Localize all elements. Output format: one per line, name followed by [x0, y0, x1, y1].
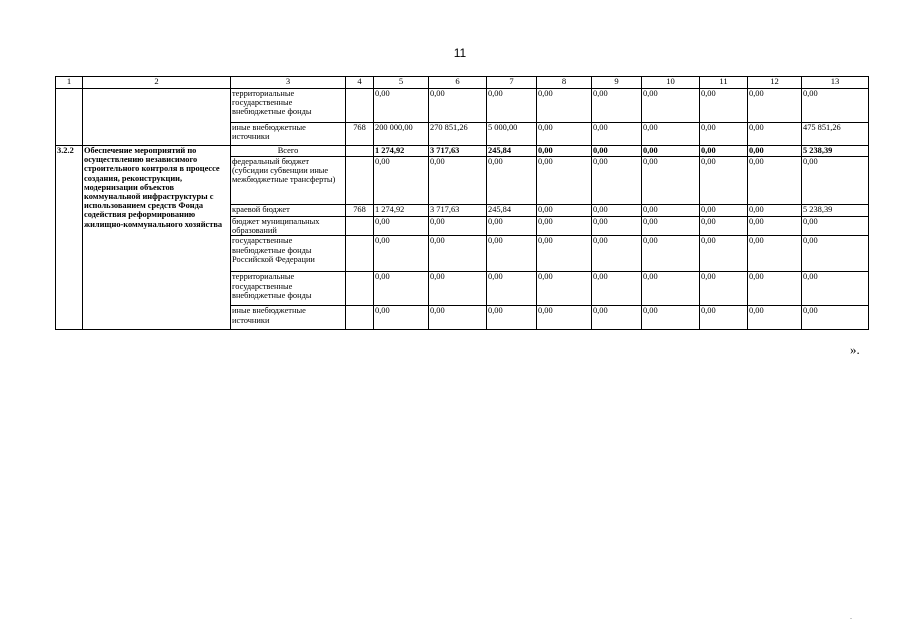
value-cell: 0,00: [700, 146, 748, 157]
value-cell: 0,00: [642, 272, 700, 306]
budget-code: [346, 89, 374, 123]
section-title: [83, 89, 231, 146]
value-cell: 0,00: [487, 157, 537, 205]
header-row: [56, 77, 869, 89]
value-cell: 0,00: [802, 89, 869, 123]
budget-code: [346, 236, 374, 272]
header-cell: 2: [83, 77, 231, 89]
value-cell: 3 717,63: [429, 146, 487, 157]
value-cell: 0,00: [748, 89, 802, 123]
value-cell: 0,00: [537, 236, 592, 272]
value-cell: 1 274,92: [374, 205, 429, 217]
value-cell: 0,00: [487, 272, 537, 306]
budget-code: 768: [346, 205, 374, 217]
value-cell: 0,00: [429, 236, 487, 272]
value-cell: 0,00: [429, 89, 487, 123]
header-cell: 9: [592, 77, 642, 89]
value-cell: 3 717,63: [429, 205, 487, 217]
value-cell: 0,00: [374, 89, 429, 123]
value-cell: 270 851,26: [429, 123, 487, 146]
budget-code: [346, 272, 374, 306]
value-cell: 0,00: [487, 89, 537, 123]
value-cell: 0,00: [374, 157, 429, 205]
table-body: [56, 77, 869, 330]
header-cell: 7: [487, 77, 537, 89]
value-cell: 0,00: [642, 123, 700, 146]
funding-source: территориальные государственные внебюджетные фонды: [231, 89, 346, 123]
value-cell: 0,00: [642, 89, 700, 123]
value-cell: 0,00: [642, 306, 700, 330]
value-cell: 0,00: [374, 217, 429, 236]
funding-source: иные внебюджетные источники: [231, 306, 346, 330]
funding-source: федеральный бюджет (субсидии субвенции иные межбюджетные трансферты): [231, 157, 346, 205]
table-row: [56, 146, 869, 157]
value-cell: 0,00: [748, 146, 802, 157]
value-cell: 0,00: [748, 123, 802, 146]
value-cell: 5 238,39: [802, 205, 869, 217]
budget-table: [55, 76, 869, 330]
value-cell: 0,00: [537, 89, 592, 123]
value-cell: 0,00: [802, 157, 869, 205]
value-cell: 0,00: [642, 157, 700, 205]
value-cell: 0,00: [802, 217, 869, 236]
budget-code: [346, 217, 374, 236]
value-cell: 0,00: [487, 306, 537, 330]
value-cell: 0,00: [487, 236, 537, 272]
header-cell: 12: [748, 77, 802, 89]
funding-source: бюджет муниципальных образований: [231, 217, 346, 236]
value-cell: 0,00: [592, 272, 642, 306]
value-cell: 0,00: [429, 306, 487, 330]
value-cell: 475 851,26: [802, 123, 869, 146]
header-cell: 1: [56, 77, 83, 89]
header-cell: 5: [374, 77, 429, 89]
budget-code: 768: [346, 123, 374, 146]
value-cell: 0,00: [748, 157, 802, 205]
value-cell: 0,00: [700, 157, 748, 205]
value-cell: 0,00: [592, 123, 642, 146]
value-cell: 0,00: [748, 217, 802, 236]
value-cell: 0,00: [429, 272, 487, 306]
value-cell: 200 000,00: [374, 123, 429, 146]
value-cell: 0,00: [700, 217, 748, 236]
value-cell: 5 238,39: [802, 146, 869, 157]
value-cell: 0,00: [802, 306, 869, 330]
corner-mark: .: [850, 612, 852, 621]
value-cell: 0,00: [537, 146, 592, 157]
value-cell: 245,84: [487, 146, 537, 157]
value-cell: 0,00: [642, 236, 700, 272]
value-cell: 0,00: [537, 272, 592, 306]
funding-source: краевой бюджет: [231, 205, 346, 217]
budget-code: [346, 157, 374, 205]
value-cell: 0,00: [748, 306, 802, 330]
funding-source: территориальные государственные внебюджетные фонды: [231, 272, 346, 306]
funding-source: иные внебюджетные источники: [231, 123, 346, 146]
value-cell: 0,00: [537, 157, 592, 205]
header-cell: 11: [700, 77, 748, 89]
section-number: [56, 89, 83, 146]
value-cell: 0,00: [537, 205, 592, 217]
value-cell: 0,00: [537, 306, 592, 330]
value-cell: 245,84: [487, 205, 537, 217]
header-cell: 4: [346, 77, 374, 89]
value-cell: 0,00: [748, 272, 802, 306]
value-cell: 1 274,92: [374, 146, 429, 157]
value-cell: 0,00: [429, 157, 487, 205]
header-cell: 6: [429, 77, 487, 89]
value-cell: 0,00: [642, 205, 700, 217]
header-cell: 13: [802, 77, 869, 89]
value-cell: 0,00: [700, 306, 748, 330]
value-cell: 0,00: [537, 123, 592, 146]
value-cell: 0,00: [700, 123, 748, 146]
value-cell: 0,00: [429, 217, 487, 236]
value-cell: 0,00: [802, 272, 869, 306]
value-cell: 0,00: [748, 205, 802, 217]
table-row: [56, 89, 869, 123]
closing-quote-mark: ».: [850, 342, 860, 357]
section-number: 3.2.2: [56, 146, 83, 330]
header-cell: 3: [231, 77, 346, 89]
value-cell: 0,00: [700, 205, 748, 217]
header-cell: 8: [537, 77, 592, 89]
value-cell: 0,00: [537, 217, 592, 236]
value-cell: 5 000,00: [487, 123, 537, 146]
value-cell: 0,00: [374, 306, 429, 330]
value-cell: 0,00: [642, 146, 700, 157]
value-cell: 0,00: [592, 306, 642, 330]
value-cell: 0,00: [700, 89, 748, 123]
value-cell: 0,00: [748, 236, 802, 272]
value-cell: 0,00: [592, 217, 642, 236]
header-cell: 10: [642, 77, 700, 89]
value-cell: 0,00: [700, 236, 748, 272]
funding-source: Всего: [231, 146, 346, 157]
value-cell: 0,00: [700, 272, 748, 306]
value-cell: 0,00: [374, 236, 429, 272]
value-cell: 0,00: [592, 205, 642, 217]
page-number: 11: [453, 46, 467, 60]
budget-code: [346, 146, 374, 157]
funding-source: государственные внебюджетные фонды Российской Федерации: [231, 236, 346, 272]
value-cell: 0,00: [802, 236, 869, 272]
value-cell: 0,00: [592, 89, 642, 123]
value-cell: 0,00: [642, 217, 700, 236]
value-cell: 0,00: [592, 157, 642, 205]
section-title: Обеспечение мероприятий по осуществлению независимого строительного контроля в процессе создания, реконструкции, модернизации объектов коммунальной инфраструктуры с использованием средств Фонда содействия реформированию жилищно-коммунального хозяйства: [83, 146, 231, 330]
value-cell: 0,00: [592, 146, 642, 157]
value-cell: 0,00: [487, 217, 537, 236]
value-cell: 0,00: [592, 236, 642, 272]
value-cell: 0,00: [374, 272, 429, 306]
budget-code: [346, 306, 374, 330]
